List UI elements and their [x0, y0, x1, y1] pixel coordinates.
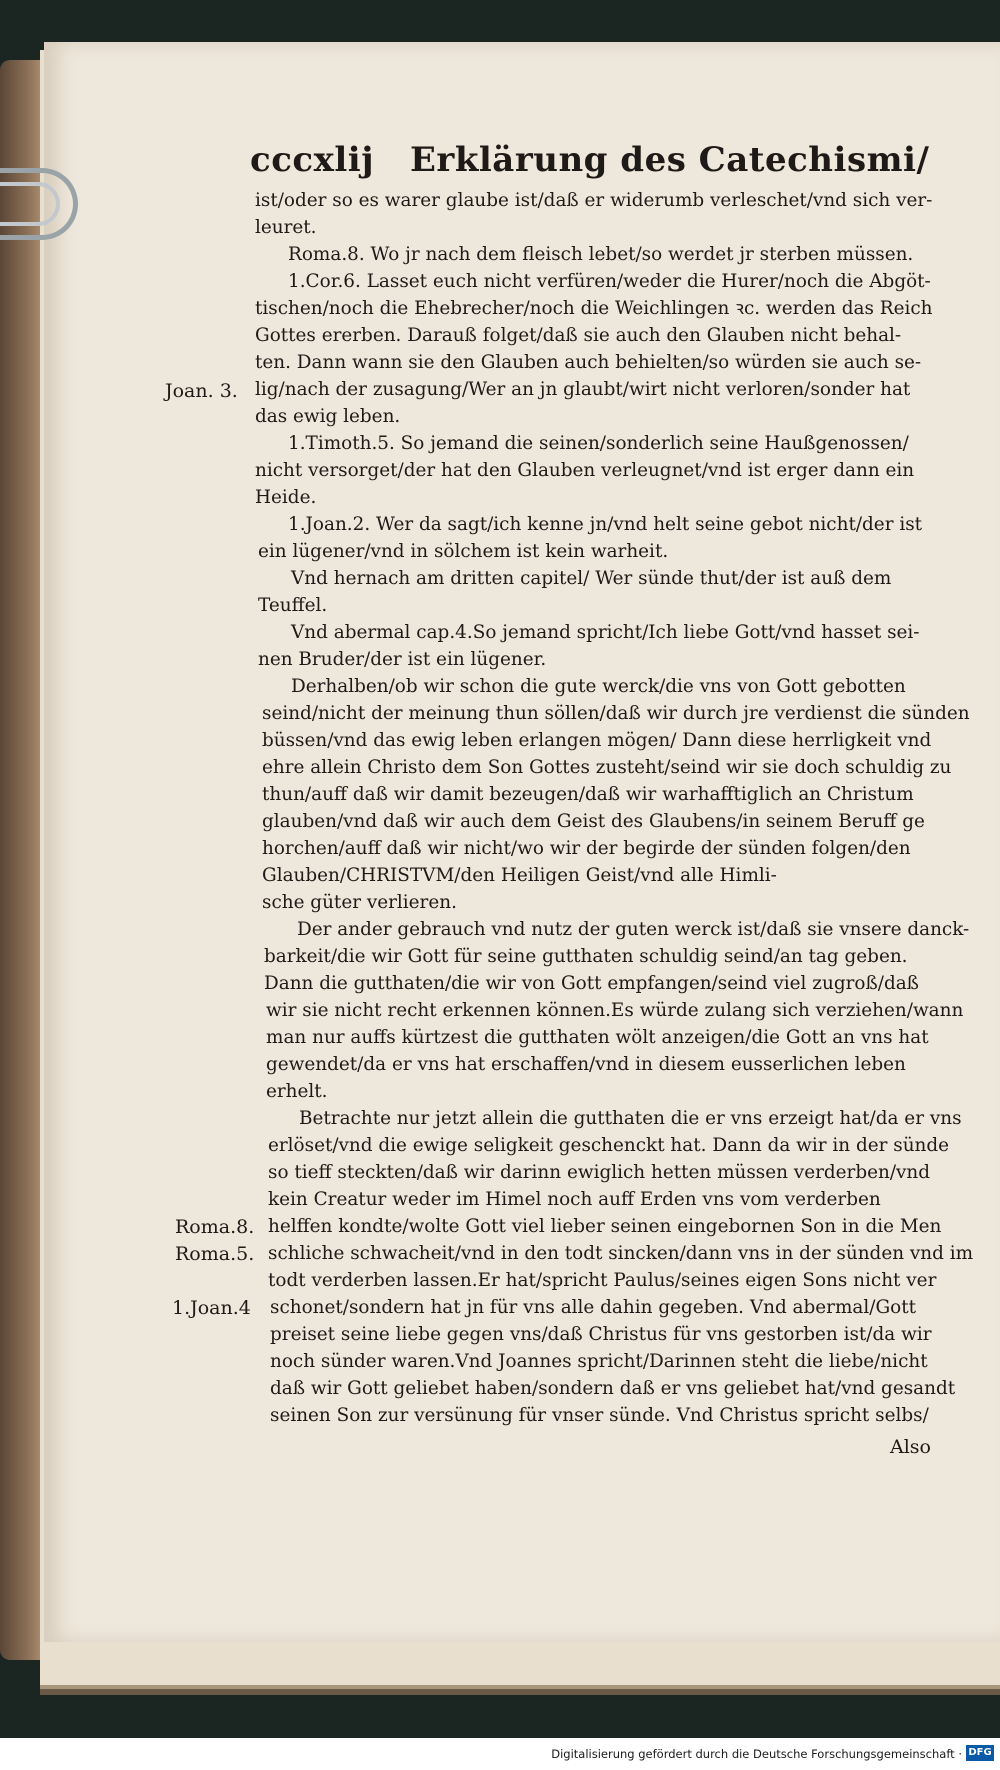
text-line: ein lügener/vnd in sölchem ist kein warheit.	[258, 541, 669, 562]
text-line: Vnd abermal cap.4.So jemand spricht/Ich liebe Gott/vnd hasset sei-	[291, 622, 920, 643]
margin-note: Roma.5.	[175, 1243, 255, 1265]
text-line: nen Bruder/der ist ein lügener.	[258, 649, 547, 670]
text-line: todt verderben lassen.Er hat/spricht Paulus/seines eigen Sons nicht ver	[268, 1270, 937, 1291]
text-line: kein Creatur weder im Himel noch auff Erden vns vom verderben	[268, 1189, 881, 1210]
text-line: nicht versorget/der hat den Glauben verleugnet/vnd ist erger dann ein	[255, 460, 915, 481]
text-line: seind/nicht der meinung thun söllen/daß wir durch jre verdienst die sünden	[262, 703, 970, 724]
footer-credit: Digitalisierung gefördert durch die Deutsche Forschungsgemeinschaft ·	[551, 1747, 962, 1761]
running-title: Erklärung des Catechismi/	[410, 140, 930, 180]
text-line: helffen kondte/wolte Gott viel lieber seinen eingebornen Son in die Men	[268, 1216, 942, 1237]
text-line: lig/nach der zusagung/Wer an jn glaubt/wirt nicht verloren/sonder hat	[255, 379, 911, 400]
text-line: schliche schwacheit/vnd in den todt sincken/dann vns in der sünden vnd im	[268, 1243, 974, 1264]
text-line: Vnd hernach am dritten capitel/ Wer sünde thut/der ist auß dem	[291, 568, 892, 589]
text-line: thun/auff daß wir damit bezeugen/daß wir warhafftiglich an Christum	[262, 784, 914, 805]
text-line: erlöset/vnd die ewige seligkeit geschenckt hat. Dann da wir in der sünde	[268, 1135, 950, 1156]
text-line: leuret.	[255, 217, 317, 238]
text-line: 1.Cor.6. Lasset euch nicht verfüren/weder die Hurer/noch die Abgöt-	[288, 271, 931, 292]
dfg-logo-icon: DFG	[966, 1745, 994, 1761]
text-line: noch sünder waren.Vnd Joannes spricht/Darinnen steht die liebe/nicht	[270, 1351, 928, 1372]
text-line: ehre allein Christo dem Son Gottes zusteht/seind wir sie doch schuldig zu	[262, 757, 952, 778]
text-line: 1.Joan.2. Wer da sagt/ich kenne jn/vnd helt seine gebot nicht/der ist	[288, 514, 923, 535]
text-line: das ewig leben.	[255, 406, 401, 427]
text-line: Teuffel.	[258, 595, 328, 616]
text-line: daß wir Gott geliebet haben/sondern daß er vns geliebet hat/vnd gesandt	[270, 1378, 956, 1399]
text-line: horchen/auff daß wir nicht/wo wir der begirde der sünden folgen/den	[262, 838, 911, 859]
text-line: 1.Timoth.5. So jemand die seinen/sonderlich seine Haußgenossen/	[288, 433, 909, 454]
text-line: gewendet/da er vns hat erschaffen/vnd in diesem eusserlichen leben	[266, 1054, 906, 1075]
text-line: Derhalben/ob wir schon die gute werck/die vns von Gott gebotten	[291, 676, 906, 697]
text-line: Gottes ererben. Darauß folget/daß sie auch den Glauben nicht behal-	[255, 325, 902, 346]
text-line: tischen/noch die Ehebrecher/noch die Weichlingen ꝛc. werden das Reich	[255, 298, 933, 319]
text-line: Roma.8. Wo jr nach dem fleisch lebet/so werdet jr sterben müssen.	[288, 244, 914, 265]
text-line: erhelt.	[266, 1081, 328, 1102]
text-line: ist/oder so es warer glaube ist/daß er widerumb verleschet/vnd sich ver-	[255, 190, 933, 211]
text-line: preiset seine liebe gegen vns/daß Christus für vns gestorben ist/da wir	[270, 1324, 932, 1345]
text-line: Der ander gebrauch vnd nutz der guten werck ist/daß sie vnsere danck-	[297, 919, 970, 940]
text-line: Dann die gutthaten/die wir von Gott empfangen/seind viel zugroß/daß	[264, 973, 919, 994]
text-line: Glauben/CHRISTVM/den Heiligen Geist/vnd alle Himli-	[262, 865, 777, 886]
folio-number: cccxlij	[250, 140, 375, 180]
text-line: Heide.	[255, 487, 317, 508]
margin-note: Joan. 3.	[165, 380, 238, 402]
margin-note: 1.Joan.4	[172, 1297, 251, 1319]
text-line: büssen/vnd das ewig leben erlangen mögen/ Dann diese herrligkeit vnd	[262, 730, 932, 751]
text-line: ten. Dann wann sie den Glauben auch behielten/so würden sie auch se-	[255, 352, 922, 373]
text-line: wir sie nicht recht erkennen können.Es würde zulang sich verziehen/wann	[266, 1000, 964, 1021]
text-line: glauben/vnd daß wir auch dem Geist des Glaubens/in seinem Beruff ge	[262, 811, 925, 832]
text-line: Betrachte nur jetzt allein die gutthaten die er vns erzeigt hat/da er vns	[299, 1108, 962, 1129]
text-line: schonet/sondern hat jn für vns alle dahin gegeben. Vnd abermal/Gott	[270, 1297, 916, 1318]
text-line: sche güter verlieren.	[262, 892, 457, 913]
text-line: man nur auffs kürtzest die gutthaten wölt anzeigen/die Gott an vns hat	[266, 1027, 929, 1048]
text-line: so tieff steckten/daß wir darinn ewiglich hetten müssen verderben/vnd	[268, 1162, 931, 1183]
text-line: barkeit/die wir Gott für seine gutthaten schuldig seind/an tag geben.	[264, 946, 908, 967]
catchword: Also	[890, 1436, 931, 1458]
text-line: seinen Son zur versünung für vnser sünde. Vnd Christus spricht selbs/	[270, 1405, 929, 1426]
margin-note: Roma.8.	[175, 1216, 255, 1238]
